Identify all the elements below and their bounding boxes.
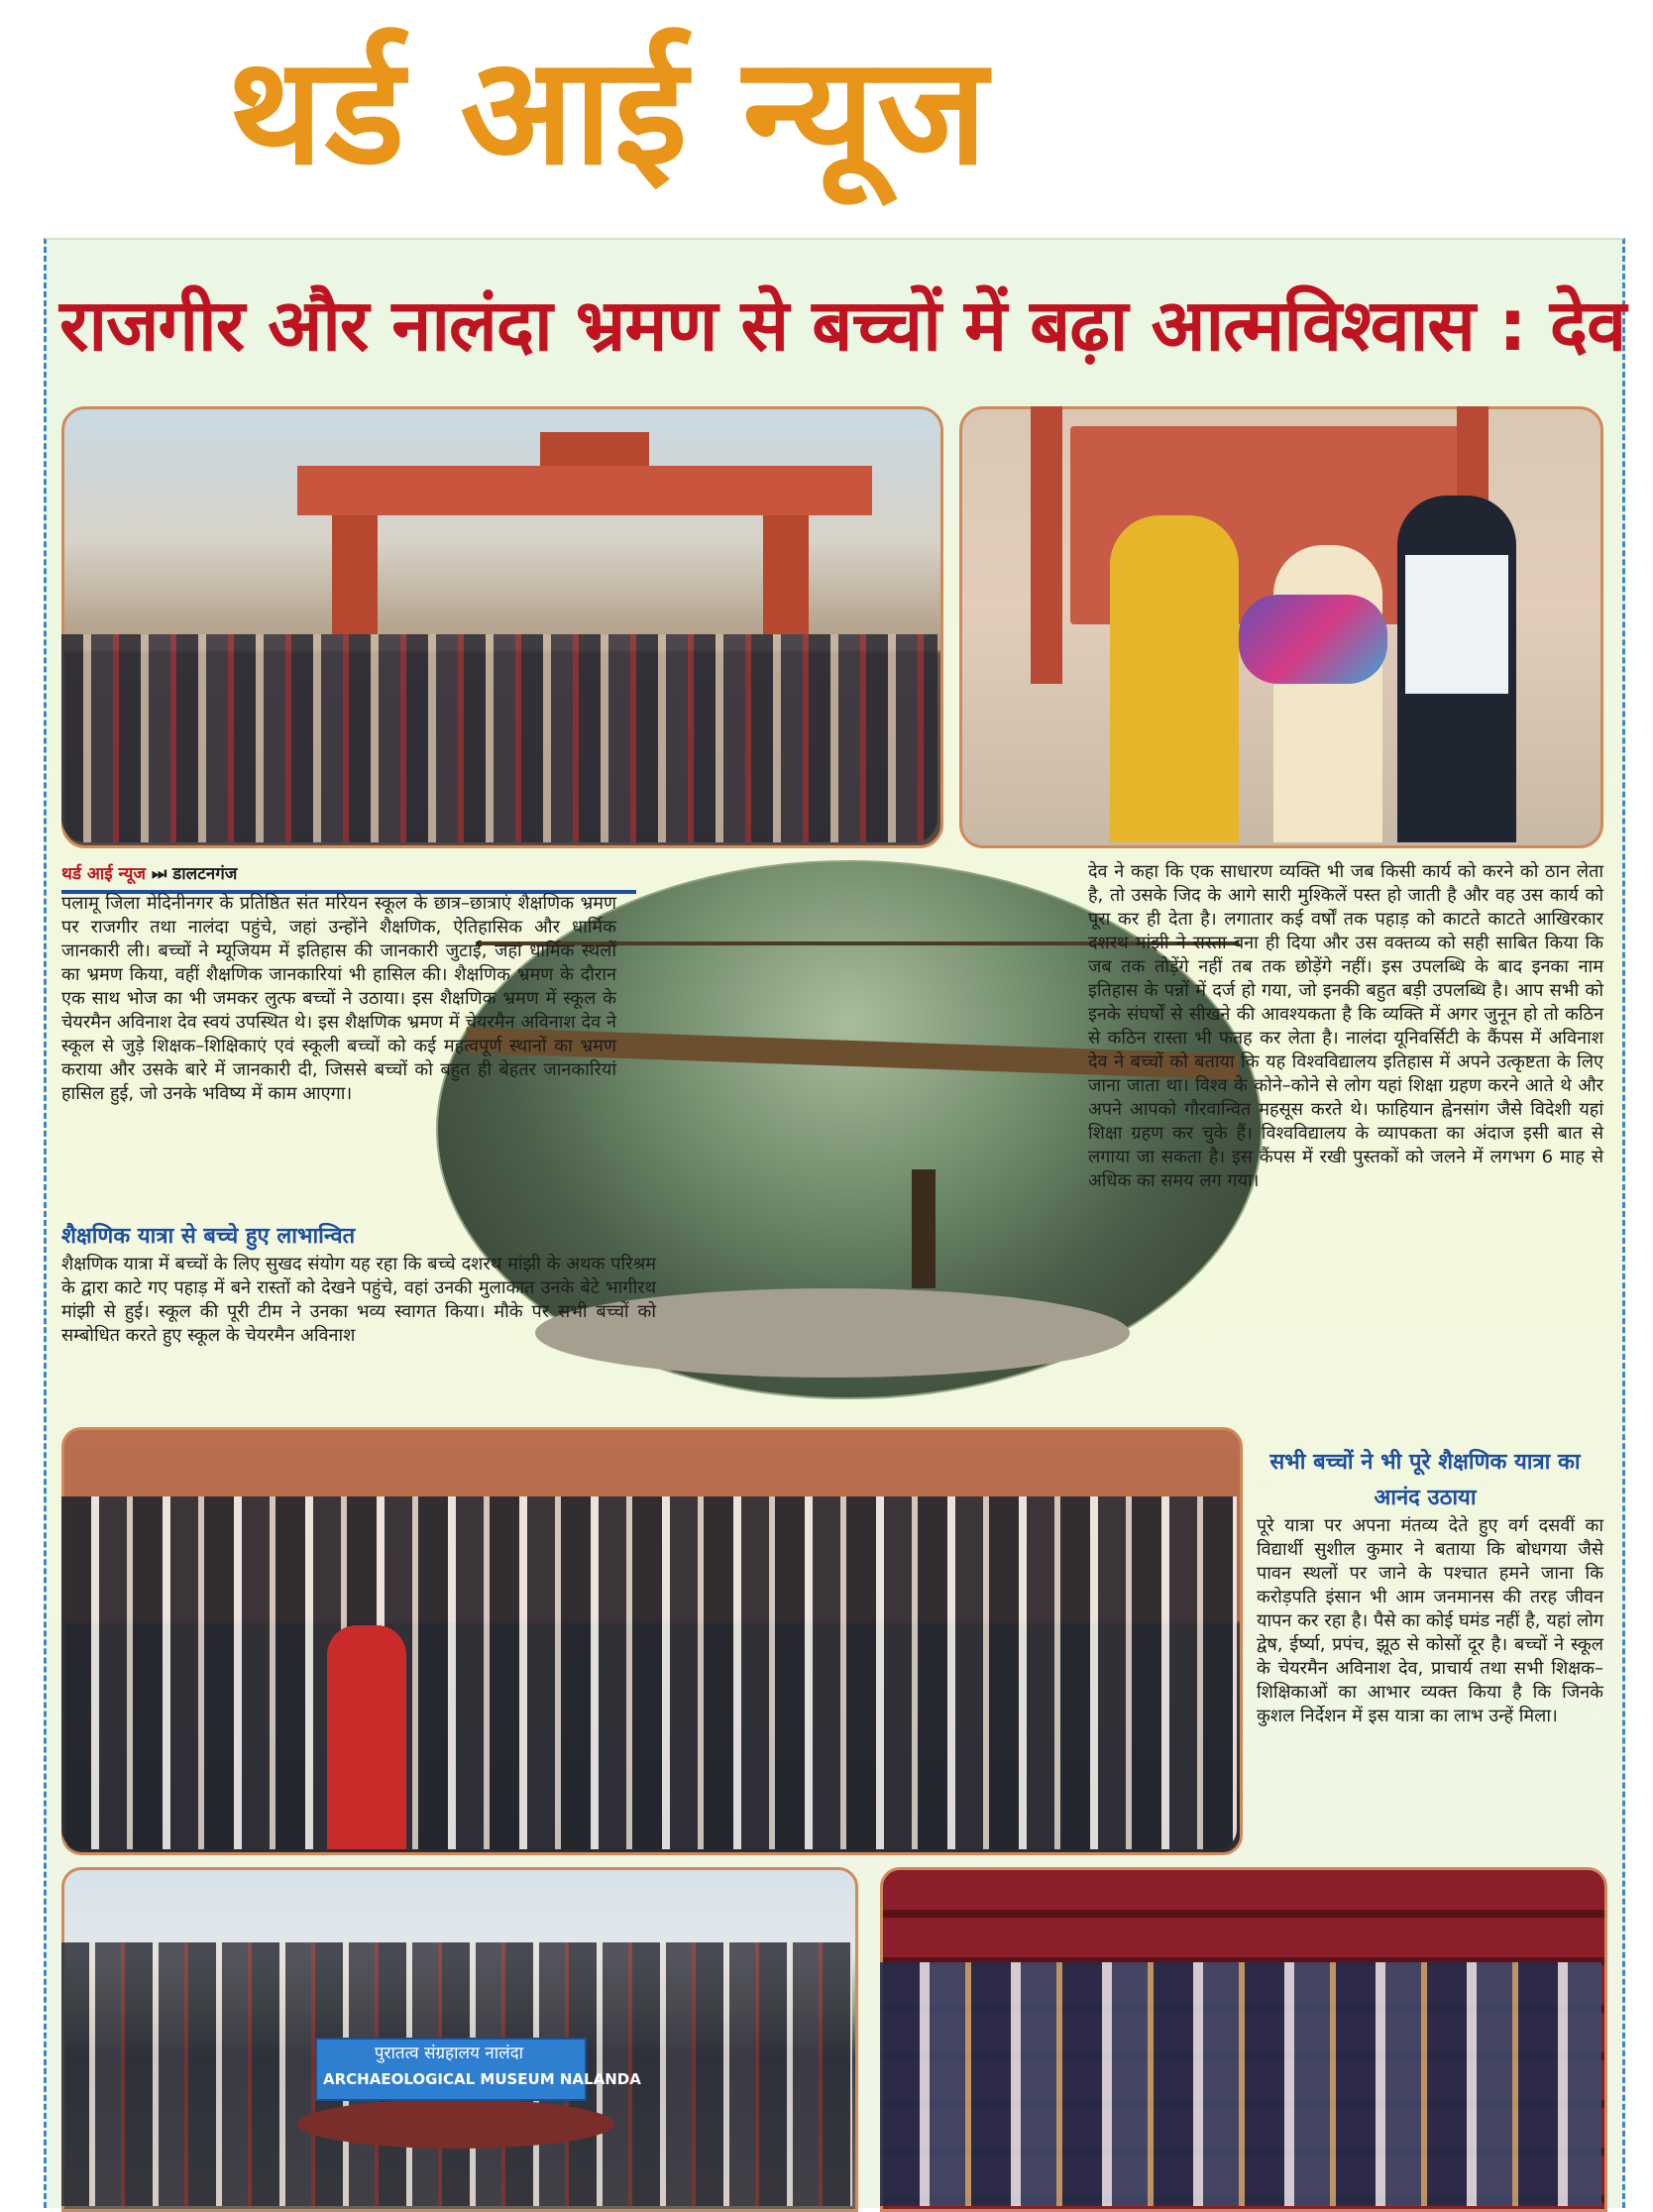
subheading-left: शैक्षणिक यात्रा से बच्चे हुए लाभान्वित (61, 1224, 356, 1249)
student-crowd-blazers (61, 1496, 1237, 1849)
article-column-left-1: पलामू जिला मेदिनीनगर के प्रतिष्ठित संत मरियन स्कूल के छात्र–छात्राएं शैक्षणिक भ्रमण पर राजगीर तथा नालंदा पहुंचे, जहां उन्होंने शैक्षणिक, ऐतिहासिक और धार्मिक जानकारी ली। बच्चों ने म्यूजियम में इतिहास की जानकारी जुटाई, जहां धार्मिक स्थलों का भ्रमण किया, वहीं शैक्षणिक जानकारियां भी हासिल की। शैक्षणिक भ्रमण के दौरान एक साथ भोज का भी जमकर लुत्फ बच्चों ने उठाया। इस शैक्षणिक भ्रमण में स्कूल के चेयरमैन अविनाश देव स्वयं उपस्थित थे। इस शैक्षणिक भ्रमण में चेयरमैन अविनाश देव ने स्कूल से जुड़े शिक्षक–शिक्षिकाएं एवं स्कूली बच्चों को कई महत्वपूर्ण स्थानों का भ्रमण कराया और उसके बारे में जानकारी दी, जिससे बच्चों को बहुत ही बेहतर जानकारियां हासिल हुई, जो उनके भविष्य में काम आएगा। (61, 893, 616, 1104)
article-column-right-2: पूरे यात्रा पर अपना मंतव्य देते हुए वर्ग दसवीं का विद्यार्थी सुशील कुमार ने बताया कि बोधगया जैसे पावन स्थलों पर जाने के पश्चात हमने जाना कि करोड़पति इंसान भी आम जनमानस की तरह जीवन यापन कर रहा है। पैसे का कोई घमंड नहीं है, यहां लोग द्वेष, ईर्ष्या, प्रपंच, झूठ से कोसों दूर है। बच्चों ने स्कूल के चेयरमैन अविनाश देव, प्राचार्य तथा सभी शिक्षक–शिक्षिकाओं का आभार व्यक्त किया है कि जिनके कुशल निर्देशन में इस यात्रा का लाभ उन्हें मिला। (1257, 1515, 1603, 1726)
masthead-title: थर्ड आई न्यूज (228, 26, 990, 198)
headline: राजगीर और नालंदा भ्रमण से बच्चों में बढ़ा आत्मविश्वास : देव (59, 283, 1626, 367)
gate-pillar-left (332, 515, 378, 634)
palm-tree (912, 1169, 936, 1288)
gate-arch (297, 466, 872, 515)
person-yellow-sweater (1110, 515, 1239, 842)
byline-place: डालटनगंज (172, 864, 238, 884)
memorial-pillar-left (1031, 406, 1062, 684)
article-column-left-2: शैक्षणिक यात्रा में बच्चों के लिए सुखद संयोग यह रहा कि बच्चे दशरथ मांझी के अथक परिश्रम के द्वारा काटे गए पहाड़ में बने रास्तों को देखने पहुंचे, वहां उनकी मुलाकात उनके बेटे भागीरथ मांझी से हुई। स्कूल की पूरी टीम ने उनका भव्य स्वागत किया। मौके पर सभी बच्चों को सम्बोधित करते हुए स्कूल के चेयरमैन अविनाश (61, 1254, 656, 1346)
auditorium-group (880, 1962, 1601, 2206)
museum-sign-hindi: पुरातत्व संग्रहालय नालंदा (374, 2044, 524, 2063)
person-white-shirt (1405, 555, 1508, 694)
student-crowd (61, 634, 937, 842)
student-red-dress (327, 1625, 406, 1849)
flowerbed (297, 2099, 614, 2149)
elderly-man-honoree (1273, 545, 1382, 842)
gate-sign-board (540, 432, 649, 468)
byline (61, 860, 636, 894)
article-column-right-1: देव ने कहा कि एक साधारण व्यक्ति भी जब किसी कार्य को करने को ठान लेता है, तो उसके जिद के आगे सारी मुश्किलें पस्त हो जाती है और वह उस कार्य को पूरा कर ही देता है। लगातार कई वर्षों तक पहाड़ को काटते काटते आखिरकार दशरथ मांझी ने रास्ता बना ही दिया और उस वक्तव्य को सही साबित किया कि जब तक तोड़ेंगे नहीं तब तक छोड़ेंगे नहीं। इस उपलब्धि के बाद इनका नाम इतिहास के पन्नों में दर्ज हो गया, जो इनकी बहुत बड़ी उपलब्धि है। आप सभी को इनके संघर्षों से सीखने की आवश्यकता है कि व्यक्ति में अगर जुनून हो तो कठिन से कठिन रास्ता भी फतह कर लेता है। नालंदा यूनिवर्सिटी के कैंपस में अविनाश देव ने बच्चों को बताया कि यह विश्वविद्यालय इतिहास में अपने उत्कृष्टता के लिए जाना जाता था। विश्व के कोने–कोने से लोग यहां शिक्षा ग्रहण करने आते थे और अपने आपको गौरवान्वित महसूस करते थे। फाहियान ह्वेनसांग जैसे विदेशी यहां शिक्षा ग्रहण कर चुके हैं। विश्वविद्यालय के व्यापकता का अंदाज इसी बात से लगाया जा सकता है। इस कैंपस में रखी पुस्तकों को जलने में लगभग 6 माह से अधिक का समय लग गया। (1088, 861, 1603, 1191)
gate-pillar-right (763, 515, 809, 634)
subheading-right: सभी बच्चों ने भी पूरे शैक्षणिक यात्रा का आनंद उठाया (1269, 1450, 1581, 1510)
byline-arrows: ⏭ (151, 864, 167, 884)
byline-brand: थर्ड आई न्यूज (61, 864, 147, 884)
shawl-gift (1239, 595, 1387, 684)
museum-sign-english: ARCHAEOLOGICAL MUSEUM NALANDA (323, 2070, 641, 2088)
